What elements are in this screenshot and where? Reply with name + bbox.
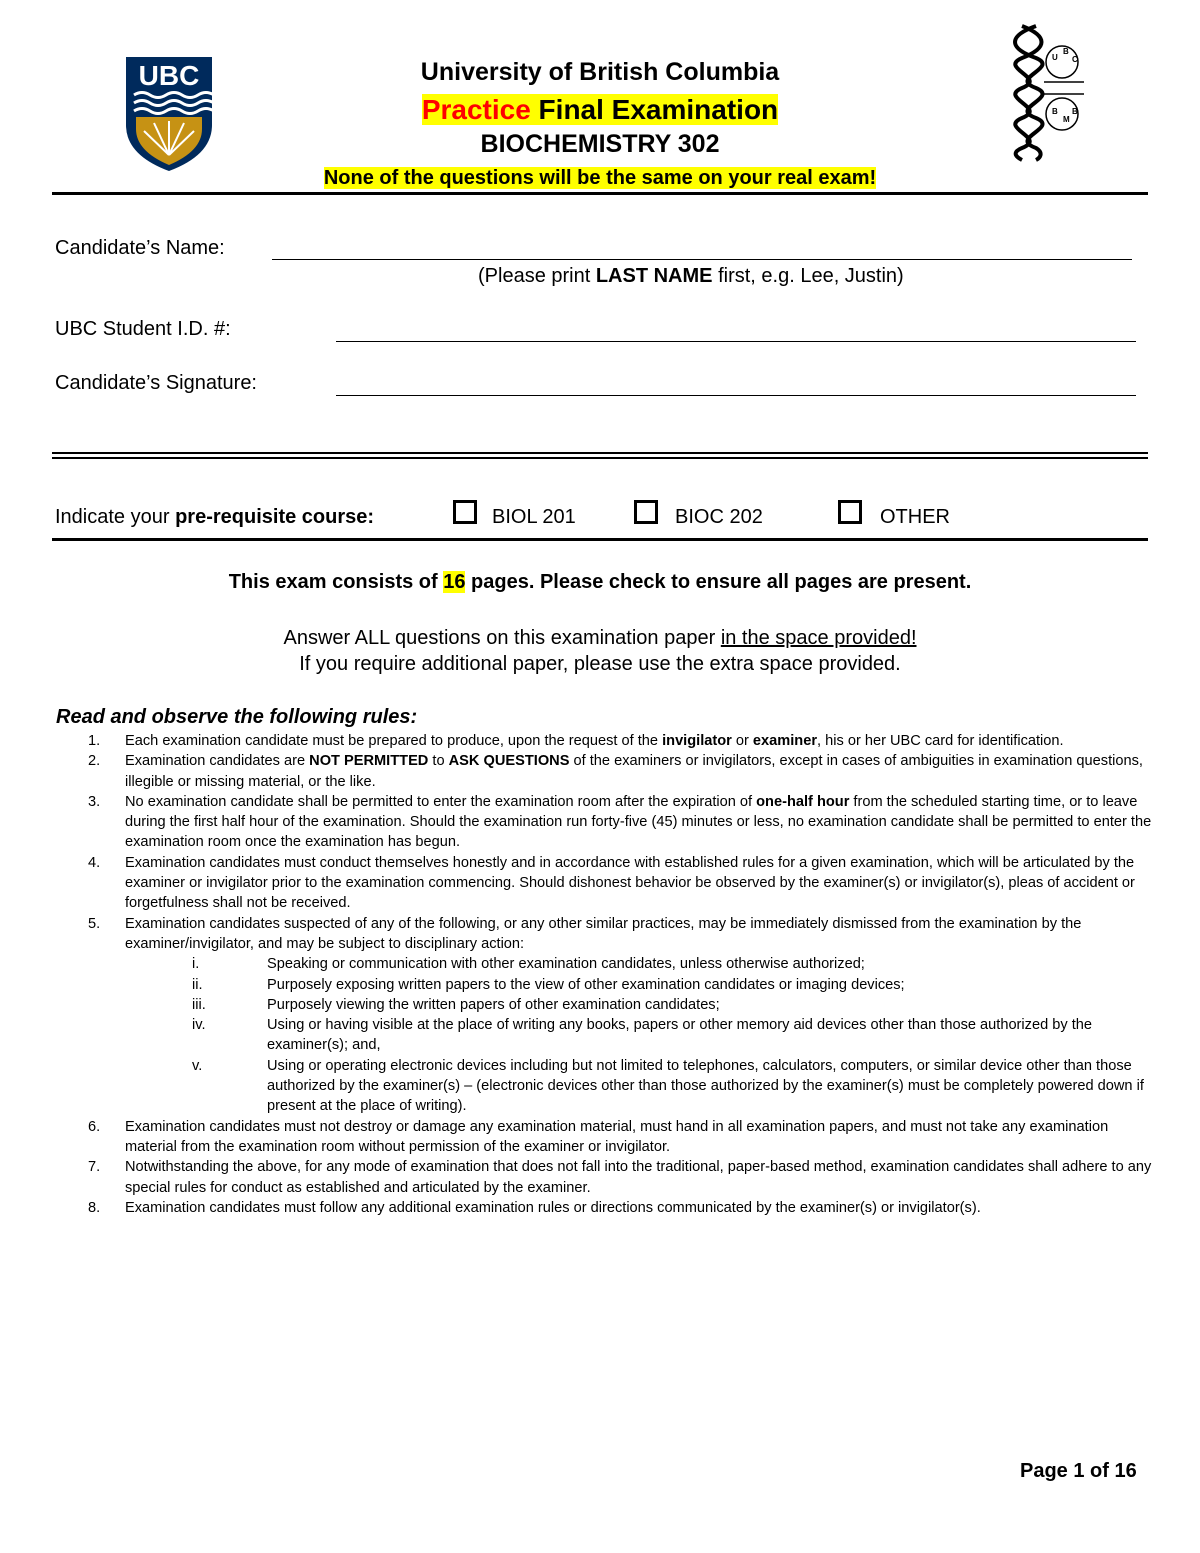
rule-subitem: v. Using or operating electronic devices including but not limited to telephones, calculators, computers, or similar device other than those authorized by the examiner(s) – (electronic devices other than those authorized by the examiner(s) must be completely powered down if present at the place of writing). bbox=[192, 1057, 1144, 1115]
prereq-label: Indicate your pre-requisite course: bbox=[55, 506, 375, 528]
exam-warning: None of the questions will be the same on your real exam! bbox=[323, 167, 877, 189]
rule-subitem: iii. Purposely viewing the written papers of other examination candidates; bbox=[192, 996, 720, 1013]
rule-item: 8. Examination candidates must follow any additional examination rules or directions communicated by the examiner(s) or invigilator(s). bbox=[88, 1199, 981, 1216]
rule-sublist bbox=[125, 954, 1152, 1116]
signature-field[interactable] bbox=[336, 395, 1136, 396]
rule-subitem: i. Speaking or communication with other examination candidates, unless otherwise authorized; bbox=[192, 956, 865, 973]
rule-item: 6. Examination candidates must not destroy or damage any examination material, must hand in all examination papers, and must not take any examination material from the examination room without permission of the examiner or invigilator. bbox=[88, 1118, 1109, 1155]
student-id-label: UBC Student I.D. #: bbox=[55, 318, 231, 340]
course-title: BIOCHEMISTRY 302 bbox=[480, 130, 720, 158]
svg-text:B: B bbox=[1063, 47, 1069, 56]
candidate-name-label: Candidate’s Name: bbox=[55, 237, 225, 259]
candidate-name-field[interactable] bbox=[272, 259, 1132, 260]
rule-item: 4. Examination candidates must conduct themselves honestly and in accordance with established rules for a given examination, which will be articulated by the examiner or invigilator prior to the examination commencing. Should dishonest behavior be observed by the examiner(s) or invigilator(s), pleas of accident or forgetfulness shall not be received. bbox=[88, 854, 1135, 912]
checkbox-bioc-202[interactable] bbox=[634, 500, 658, 524]
svg-text:UBC: UBC bbox=[138, 60, 200, 91]
rule-item: 5. Examination candidates suspected of any of the following, or any other similar practices, may be immediately dismissed from the examination by the examiner/invigilator, and may be subject to disciplinary action: i. Speaking or communication with other examination candidates, unless otherwise authorized; ii. Purposely exposing written papers to the view of other examination candidates or imaging devices; iii. Purposely viewing the written papers of other examination candidates; iv. Using or having visible at the place of writing any books, papers or other memory aid devices other than those authorized by the examiner(s); and, v. Using or operating electronic devices including but not limited to telephones, calculators, computers, or similar device other than those authorized by the examiner(s) – (electronic devices other than those authorized by the examiner(s) must be completely powered down if present at the place of writing). bbox=[52, 914, 1152, 1117]
option-bioc-202: BIOC 202 bbox=[675, 506, 763, 528]
exam-title bbox=[200, 94, 1000, 126]
practice-word: Practice bbox=[421, 94, 531, 125]
checkbox-other[interactable] bbox=[838, 500, 862, 524]
rule-item: 1. Each examination candidate must be prepared to produce, upon the request of the invigilator or examiner, his or her UBC card for identification. bbox=[88, 733, 1064, 749]
signature-label: Candidate’s Signature: bbox=[55, 372, 257, 394]
university-title: University of British Columbia bbox=[420, 58, 780, 86]
rule-item: 3. No examination candidate shall be permitted to enter the examination room after the expiration of one-half hour from the scheduled starting time, or to leave during the first half hour of the examination. Should the examination run forty-five (45) minutes or less, no examination candidate shall be permitted to enter the examination room once the examination has begun. bbox=[88, 793, 1152, 851]
svg-text:B: B bbox=[1072, 107, 1078, 116]
rules-title: Read and observe the following rules: bbox=[56, 706, 418, 728]
answer-instruction: Answer ALL questions on this examination paper in the space provided! bbox=[283, 627, 917, 649]
exam-rules bbox=[52, 706, 1152, 1218]
rule-subitem: iv. Using or having visible at the place of writing any books, papers or other memory aid devices other than those authorized by the examiner(s); and, bbox=[192, 1017, 1093, 1054]
option-other: OTHER bbox=[880, 506, 950, 528]
rule-item: 2. Examination candidates are NOT PERMITTED to ASK QUESTIONS of the examiners or invigilators, except in cases of ambiguities in examination questions, illegible or missing material, or the like. bbox=[88, 753, 1143, 790]
svg-text:B: B bbox=[1052, 107, 1058, 116]
student-id-field[interactable] bbox=[336, 341, 1136, 342]
extra-paper-instruction: If you require additional paper, please use the extra space provided. bbox=[299, 653, 901, 675]
double-rule-bottom bbox=[52, 457, 1148, 459]
rule-subitem: ii. Purposely exposing written papers to the view of other examination candidates or imaging devices; bbox=[192, 976, 905, 993]
svg-text:C: C bbox=[1072, 55, 1078, 64]
rules-list bbox=[52, 731, 1152, 1218]
option-biol-201: BIOL 201 bbox=[492, 506, 576, 528]
page-count-notice: This exam consists of 16 pages. Please check to ensure all pages are present. bbox=[228, 571, 972, 593]
svg-text:M: M bbox=[1063, 115, 1070, 124]
checkbox-biol-201[interactable] bbox=[453, 500, 477, 524]
header-divider bbox=[52, 192, 1148, 195]
final-examination-text: Final Examination bbox=[530, 94, 779, 125]
svg-text:U: U bbox=[1052, 53, 1058, 62]
double-rule-top bbox=[52, 452, 1148, 454]
prereq-divider bbox=[52, 538, 1148, 541]
page-number: Page 1 of 16 bbox=[1020, 1460, 1137, 1482]
page-count: 16 bbox=[443, 571, 466, 593]
biochemistry-dna-logo bbox=[1008, 22, 1088, 162]
rule-item: 7. Notwithstanding the above, for any mode of examination that does not fall into the traditional, paper-based method, examination candidates shall adhere to any special rules for conduct as established and articulated by the examiner. bbox=[88, 1159, 1152, 1196]
candidate-name-hint: (Please print LAST NAME first, e.g. Lee, Justin) bbox=[478, 265, 904, 287]
